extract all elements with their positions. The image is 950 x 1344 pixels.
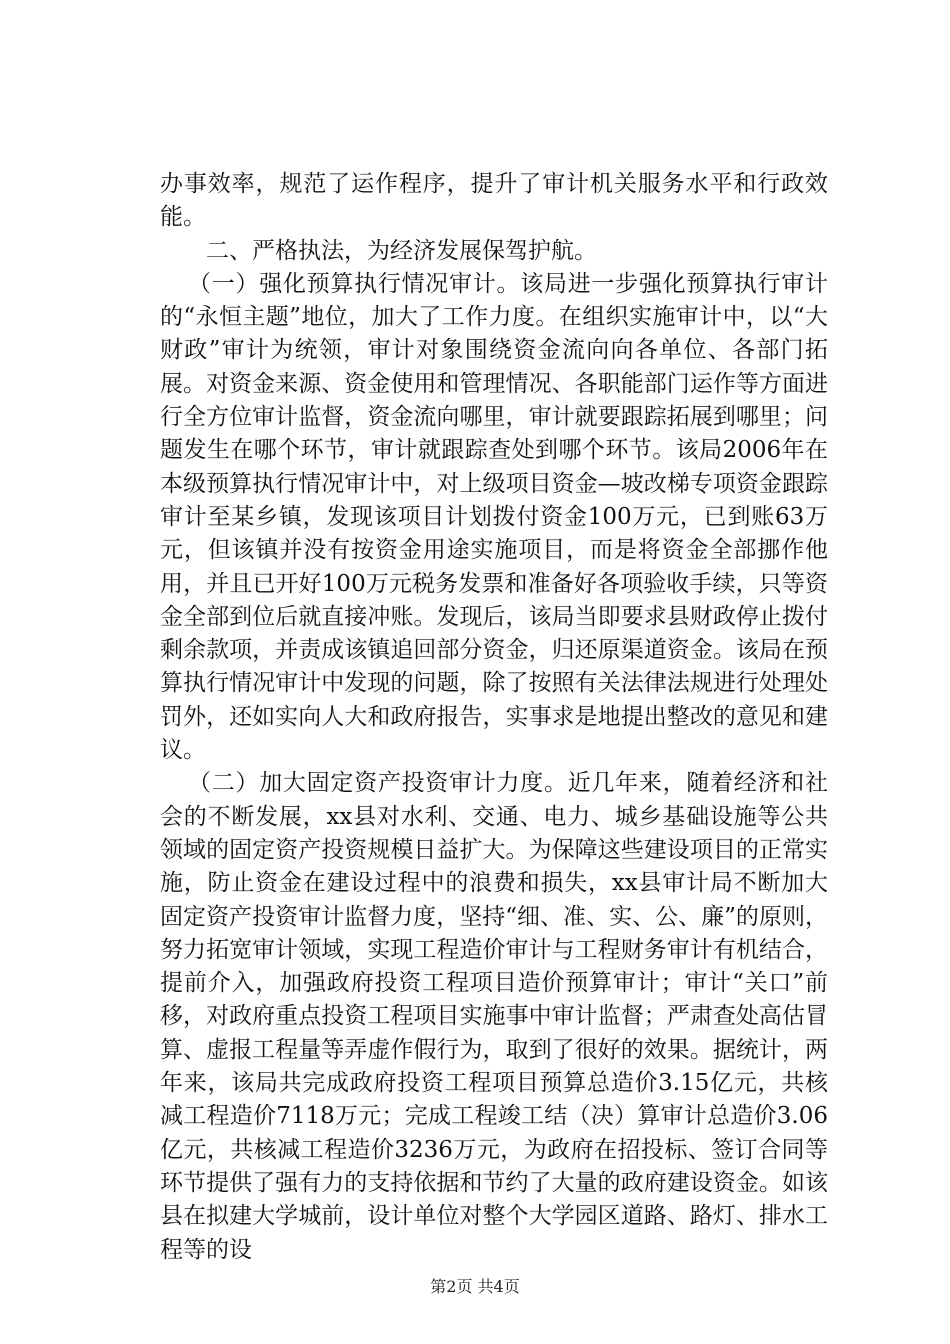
paragraph-continuation: 办事效率，规范了运作程序，提升了审计机关服务水平和行政效能。 — [160, 171, 828, 231]
page-footer: 第2页 共4页 — [430, 1277, 520, 1296]
paragraph-fixed-asset-audit: （二）加大固定资产投资审计力度。近几年来，随着经济和社会的不断发展，xx县对水利、交通、电力、城乡基础设施等公共领域的固定资产投资规模日益扩大。为保障这些建设项目的正常实施，防止资金在建设过程中的浪费和损失，xx县审计局不断加大固定资产投资审计监督力度，坚持“细、准、实、公、廉”的原则，努力拓宽审计领域，实现工程造价审计与工程财务审计有机结合，提前介入，加强政府投资工程项目造价预算审计；审计“关口”前移，对政府重点投资工程项目实施事中审计监督；严肃查处高估冒算、虚报工程量等弄虚作假行为，取到了很好的效果。据统计，两年来，该局共完成政府投资工程项目预算总造价3.15亿元，共核减工程造价7118万元；完成工程竣工结（决）算审计总造价3.06亿元，共核减工程造价3236万元，为政府在招投标、签订合同等环节提供了强有力的支持依据和节约了大量的政府建设资金。如该县在拟建大学城前，设计单位对整个大学园区道路、路灯、排水工程等的设 — [160, 770, 828, 1263]
section-heading-two: 二、严格执法，为经济发展保驾护航。 — [206, 237, 597, 264]
document-body — [160, 168, 828, 1267]
paragraph-budget-audit: （一）强化预算执行情况审计。该局进一步强化预算执行审计的“永恒主题”地位，加大了工作力度。在组织实施审计中，以“大财政”审计为统领，审计对象围绕资金流向向各单位、各部门拓展。对资金来源、资金使用和管理情况、各职能部门运作等方面进行全方位审计监督，资金流向哪里，审计就要跟踪拓展到哪里；问题发生在哪个环节，审计就跟踪查处到哪个环节。该局2006年在本级预算执行情况审计中，对上级项目资金—坡改梯专项资金跟踪审计至某乡镇，发现该项目计划拨付资金100万元，已到账63万元，但该镇并没有按资金用途实施项目，而是将资金全部挪作他用，并且已开好100万元税务发票和准备好各项验收手续，只等资金全部到位后就直接冲账。发现后，该局当即要求县财政停止拨付剩余款项，并责成该镇追回部分资金，归还原渠道资金。该局在预算执行情况审计中发现的问题，除了按照有关法律法规进行处理处罚外，还如实向人大和政府报告，实事求是地提出整改的意见和建议。 — [160, 270, 828, 764]
